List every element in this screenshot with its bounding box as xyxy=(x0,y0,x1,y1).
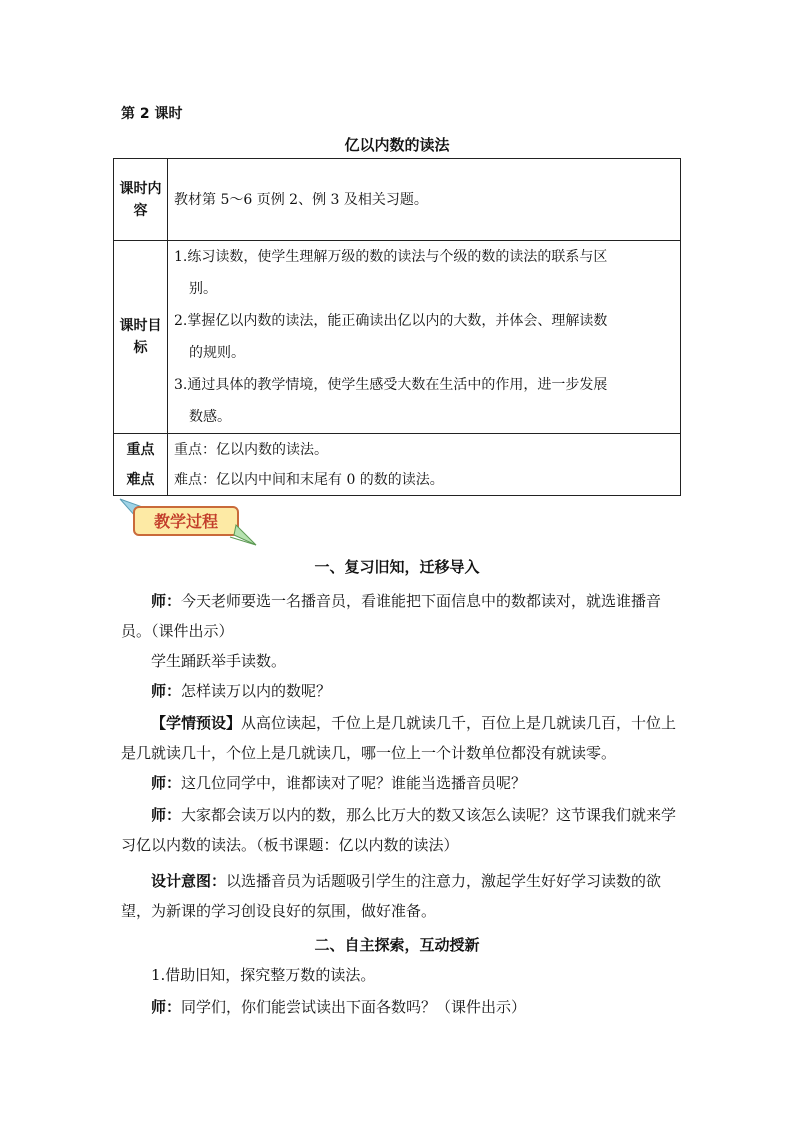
design-intent-paragraph: 设计意图：以选播音员为话题吸引学生的注意力，激起学生好好学习读数的欲望，为新课的学习创设良好的氛围，做好准备。 xyxy=(121,872,662,920)
section-heading-1: 一、复习旧知，迁移导入 xyxy=(314,558,480,576)
table-row xyxy=(114,241,681,434)
goal-item: 3.通过具体的教学情境，使学生感受大数在生活中的作用，进一步发展 数感。 xyxy=(174,377,608,425)
paragraph: 师：大家都会读万以内的数，那么比万大的数又该怎么读呢？这节课我们就来学习亿以内数的读法。（板书课题：亿以内数的读法） xyxy=(121,806,677,854)
svg-text:教学过程: 教学过程 xyxy=(153,512,219,531)
content-cell: 教材第 5～6 页例 2、例 3 及相关习题。 xyxy=(168,159,681,241)
content-head: 课时内容 xyxy=(114,159,168,241)
goal-item: 2.掌握亿以内数的读法，能正确读出亿以内的大数，并体会、理解读数 的规则。 xyxy=(174,313,608,361)
lesson-number: 第 2 课时 xyxy=(121,106,183,122)
section-heading-2: 二、自主探索，互动授新 xyxy=(314,936,480,954)
lesson-plan-table xyxy=(113,158,681,496)
keypoints-head: 重点 难点 xyxy=(114,434,168,496)
paragraph: 【学情预设】从高位读起，千位上是几就读几千，百位上是几就读几百，十位上是几就读几十，个位上是几就读几，哪一位上一个计数单位都没有就读零。 xyxy=(121,714,677,762)
keypoints-cell: 重点：亿以内数的读法。 难点：亿以内中间和末尾有 0 的数的读法。 xyxy=(168,434,681,496)
paragraph: 师：怎样读万以内的数呢？ xyxy=(151,682,332,700)
paragraph: 师：今天老师要选一名播音员，看谁能把下面信息中的数都读对，就选谁播音员。（课件出示） xyxy=(121,592,662,640)
table-row xyxy=(114,434,681,496)
table-row xyxy=(114,159,681,241)
paragraph: 师：同学们，你们能尝试读出下面各数吗？（课件出示） xyxy=(151,998,527,1016)
goals-cell xyxy=(168,241,681,434)
goals-head: 课时目标 xyxy=(114,241,168,434)
teaching-process-badge xyxy=(118,495,258,547)
lesson-title: 亿以内数的读法 xyxy=(344,136,450,154)
paragraph: 1.借助旧知，探究整万数的读法。 xyxy=(151,966,376,984)
paragraph: 学生踊跃举手读数。 xyxy=(151,652,287,670)
paragraph: 师：这几位同学中，谁都读对了呢？谁能当选播音员呢？ xyxy=(151,774,527,792)
goal-item: 1.练习读数，使学生理解万级的数的读法与个级的数的读法的联系与区 别。 xyxy=(174,249,608,297)
